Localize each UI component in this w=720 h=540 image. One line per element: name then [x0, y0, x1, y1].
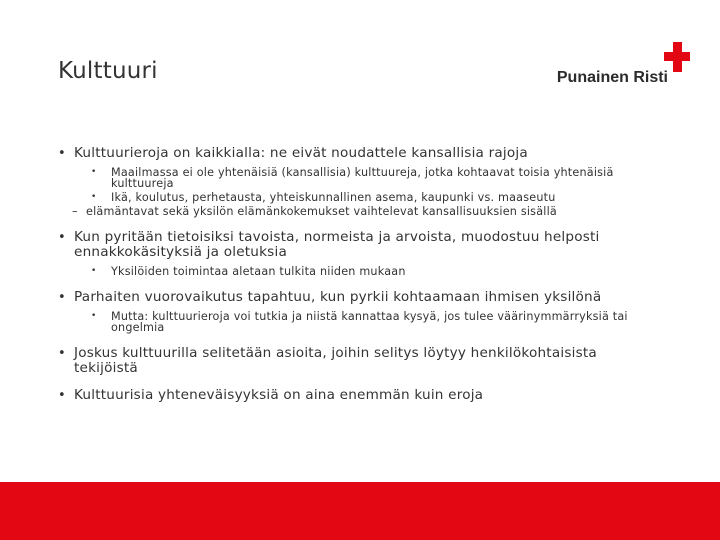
- bullet-text: Joskus kulttuurilla selitetään asioita, joihin selitys löytyy henkilökohtaisista tekijöistä: [74, 345, 597, 376]
- sub-bullet-text: Ikä, koulutus, perhetausta, yhteiskunnallinen asema, kaupunki vs. maaseutu: [111, 191, 556, 204]
- slide-title: Kulttuuri: [58, 58, 158, 84]
- bullet-icon: •: [91, 311, 97, 321]
- sub-bullet-item: [58, 311, 658, 333]
- sub-bullet-text: Maailmassa ei ole yhtenäisiä (kansallisia) kulttuureja, jotka kohtaavat toisia yhtenäisiä kulttuureja: [111, 166, 614, 190]
- bullet-item: [58, 388, 658, 403]
- bullet-icon: •: [58, 146, 66, 161]
- sub-bullet-item: [58, 192, 658, 203]
- bullet-icon: •: [91, 266, 97, 276]
- bullet-item: [58, 146, 658, 161]
- dash-text: elämäntavat sekä yksilön elämänkokemukset vaihtelevat kansallisuuksien sisällä: [86, 205, 557, 218]
- bullet-icon: •: [58, 290, 66, 305]
- slide-content: [58, 146, 658, 409]
- sub-bullet-item: [58, 266, 658, 277]
- dash-icon: –: [72, 205, 78, 218]
- dash-item: [58, 206, 658, 217]
- bullet-item: [58, 346, 658, 376]
- bullet-icon: •: [91, 192, 97, 202]
- sub-bullet-item: [58, 167, 658, 189]
- red-cross-icon: [664, 42, 690, 72]
- bullet-text: Kulttuurieroja on kaikkialla: ne eivät noudattele kansallisia rajoja: [74, 145, 528, 161]
- bullet-icon: •: [58, 388, 66, 403]
- bullet-icon: •: [91, 167, 97, 177]
- red-cross-logo: [557, 42, 690, 86]
- bullet-text: Kun pyritään tietoisiksi tavoista, normeista ja arvoista, muodostuu helposti ennakkokäsityksiä ja oletuksia: [74, 229, 600, 260]
- bullet-text: Kulttuurisia yhteneväisyyksiä on aina enemmän kuin eroja: [74, 387, 484, 403]
- sub-bullet-text: Mutta: kulttuurieroja voi tutkia ja niistä kannattaa kysyä, jos tulee väärinymmärryksiä tai ongelmia: [111, 310, 628, 334]
- bullet-icon: •: [58, 346, 66, 361]
- bullet-icon: •: [58, 230, 66, 245]
- bullet-item: [58, 230, 658, 260]
- bullet-text: Parhaiten vuorovaikutus tapahtuu, kun pyrkii kohtaamaan ihmisen yksilönä: [74, 289, 602, 305]
- footer-bar: [0, 482, 720, 540]
- logo-text: Punainen Risti: [556, 69, 668, 86]
- bullet-item: [58, 290, 658, 305]
- sub-bullet-text: Yksilöiden toimintaa aletaan tulkita niiden mukaan: [111, 265, 406, 278]
